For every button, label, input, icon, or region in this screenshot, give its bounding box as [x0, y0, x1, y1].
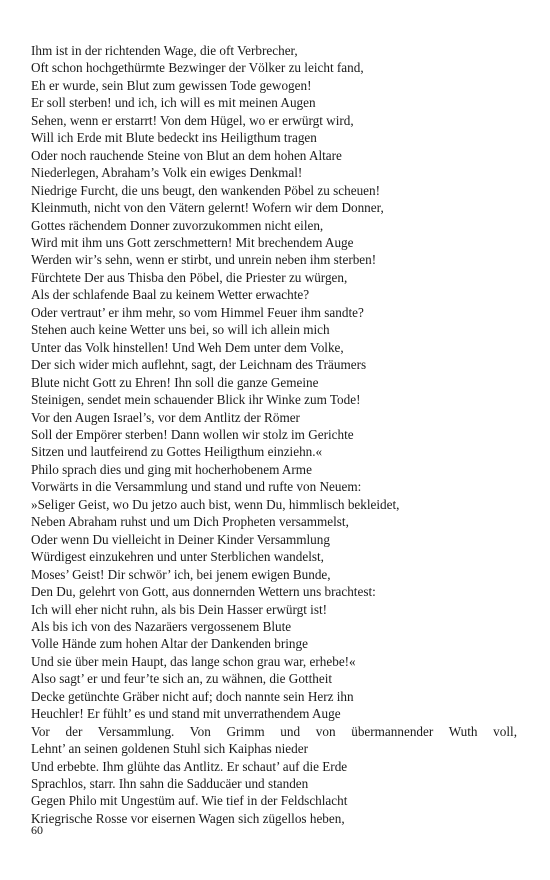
text-line: Niederlegen, Abraham’s Volk ein ewiges Denkmal!	[31, 165, 303, 181]
poem-text	[31, 42, 517, 827]
text-line: Der sich wider mich auflehnt, sagt, der Leichnam des Träumers	[31, 357, 367, 373]
text-line: Moses’ Geist! Dir schwör’ ich, bei jenem ewigen Bunde,	[31, 566, 331, 582]
text-line: Sehen, wenn er erstarrt! Von dem Hügel, wo er erwürgt wird,	[31, 112, 354, 128]
text-line: Niedrige Furcht, die uns beugt, den wankenden Pöbel zu scheuen!	[31, 182, 381, 198]
text-line: Volle Hände zum hohen Altar der Dankenden bringe	[31, 636, 308, 652]
text-line: Gegen Philo mit Ungestüm auf. Wie tief in der Feldschlacht	[31, 793, 348, 809]
text-line: Neben Abraham ruhst und um Dich Propheten versammelst,	[31, 514, 349, 530]
text-line: Ihm ist in der richtenden Wage, die oft Verbrecher,	[31, 43, 298, 58]
text-line-wrapped: Vor der Versammlung. Von Grimm und von übermannender Wuth voll,	[31, 723, 517, 739]
text-line: Sitzen und lautfeirend zu Gottes Heiligthum einziehn.«	[31, 444, 323, 460]
text-line: Vorwärts in die Versammlung und stand und rufte von Neuem:	[31, 479, 362, 495]
text-line: Sprachlos, starr. Ihn sahn die Sadducäer und standen	[31, 776, 309, 792]
text-line: Blute nicht Gott zu Ehren! Ihn soll die ganze Gemeine	[31, 374, 319, 390]
text-line: Wird mit ihm uns Gott zerschmettern! Mit brechendem Auge	[31, 234, 354, 250]
page-number: 60	[31, 823, 43, 837]
text-line: Decke getünchte Gräber nicht auf; doch nannte sein Herz ihn	[31, 688, 354, 704]
text-line: Oder noch rauchende Steine von Blut an dem hohen Altare	[31, 147, 342, 163]
text-line: Werden wir’s sehn, wenn er stirbt, und unrein neben ihm sterben!	[31, 252, 377, 268]
text-line: Ich will eher nicht ruhn, als bis Dein Hasser erwürgt ist!	[31, 601, 328, 617]
text-line: Oder wenn Du vielleicht in Deiner Kinder Versammlung	[31, 531, 330, 547]
text-line: Als der schlafende Baal zu keinem Wetter erwachte?	[31, 287, 310, 303]
text-line: Will ich Erde mit Blute bedeckt ins Heiligthum tragen	[31, 130, 317, 146]
text-line: Würdigest einzukehren und unter Sterblichen wandelst,	[31, 549, 324, 565]
text-line: Unter das Volk hinstellen! Und Weh Dem unter dem Volke,	[31, 339, 344, 355]
text-line: Philo sprach dies und ging mit hocherhobenem Arme	[31, 461, 312, 477]
text-line: Kriegrische Rosse vor eisernen Wagen sich zügellos heben,	[31, 810, 345, 826]
text-line: Oder vertraut’ er ihm mehr, so vom Himmel Feuer ihm sandte?	[31, 304, 364, 320]
text-line: Eh er wurde, sein Blut zum gewissen Tode gewogen!	[31, 77, 312, 93]
text-line: Oft schon hochgethürmte Bezwinger der Völker zu leicht fand,	[31, 60, 364, 76]
text-line: Den Du, gelehrt von Gott, aus donnernden Wettern uns brachtest:	[31, 584, 376, 600]
text-line: Als bis ich von des Nazaräers vergossenem Blute	[31, 618, 292, 634]
text-line: Kleinmuth, nicht von den Vätern gelernt! Wofern wir dem Donner,	[31, 200, 384, 216]
text-line: Fürchtete Der aus Thisba den Pöbel, die Priester zu würgen,	[31, 269, 348, 285]
text-line: Stehen auch keine Wetter uns bei, so will ich allein mich	[31, 322, 330, 338]
text-line: Und sie über mein Haupt, das lange schon grau war, erhebe!«	[31, 653, 356, 669]
text-line: Heuchler! Er fühlt’ es und stand mit unverrathendem Auge	[31, 706, 341, 722]
text-line: Lehnt’ an seinen goldenen Stuhl sich Kaiphas nieder	[31, 741, 308, 757]
text-line: Also sagt’ er und feur’te sich an, zu wähnen, die Gottheit	[31, 671, 333, 687]
text-line: Gottes rächendem Donner zuvorzukommen nicht eilen,	[31, 217, 324, 233]
text-line: Soll der Empörer sterben! Dann wollen wir stolz im Gerichte	[31, 426, 354, 442]
text-line: Er soll sterben! und ich, ich will es mit meinen Augen	[31, 95, 316, 111]
text-line: Steinigen, sendet mein schauender Blick ihr Winke zum Tode!	[31, 392, 361, 408]
text-line: Vor den Augen Israel’s, vor dem Antlitz der Römer	[31, 409, 300, 425]
text-line: Und erbebte. Ihm glühte das Antlitz. Er schaut’ auf die Erde	[31, 758, 348, 774]
text-line: »Seliger Geist, wo Du jetzo auch bist, wenn Du, himmlisch bekleidet,	[31, 496, 400, 512]
